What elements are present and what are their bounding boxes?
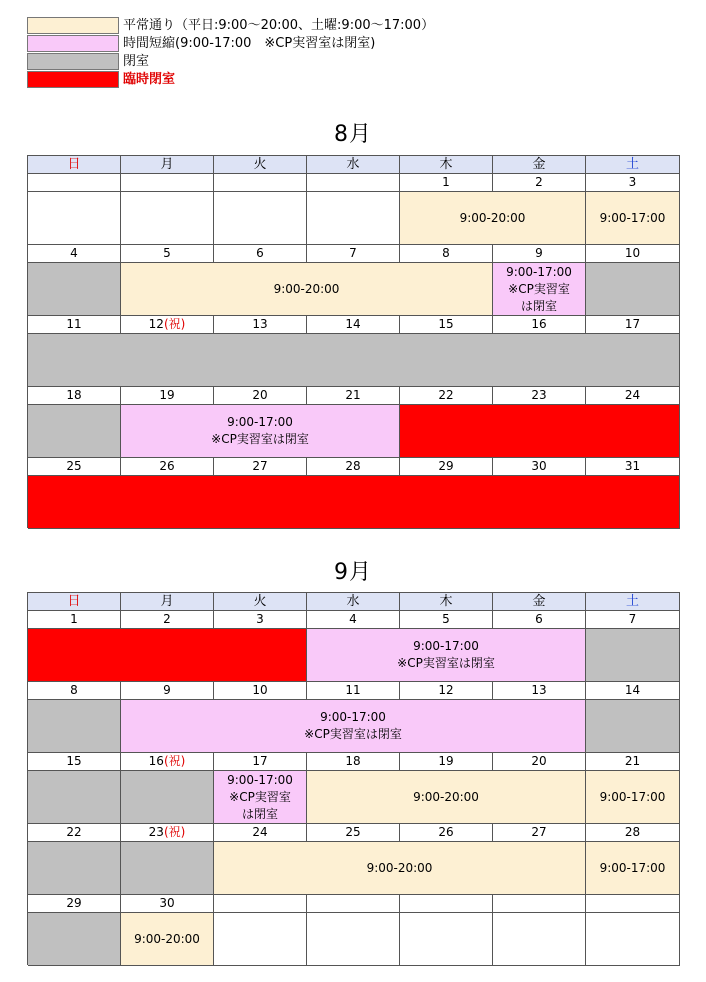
day-number-text: 28 xyxy=(345,459,361,473)
weekday-header: 日 xyxy=(28,156,121,174)
day-number-text: 15 xyxy=(66,754,82,768)
schedule-hours-text: 9:00-20:00 xyxy=(273,281,340,296)
legend-label-normal: 平常通り（平日:9:00～20:00、土曜:9:00～17:00） xyxy=(123,18,435,33)
day-number xyxy=(400,174,493,192)
schedule-block-normal xyxy=(586,842,680,895)
day-number xyxy=(586,174,680,192)
day-number xyxy=(307,316,400,334)
day-number-text: 7 xyxy=(628,612,637,626)
legend-swatch-temp-closed xyxy=(27,71,119,88)
day-number xyxy=(214,753,307,771)
weekday-header: 土 xyxy=(586,156,680,174)
day-number xyxy=(400,753,493,771)
schedule-block-closed xyxy=(586,700,680,753)
schedule-block-temp xyxy=(28,476,680,529)
weekday-header: 金 xyxy=(493,156,586,174)
day-number xyxy=(493,316,586,334)
schedule-block-closed xyxy=(28,263,121,316)
schedule-block-short xyxy=(121,700,586,753)
day-number xyxy=(214,895,307,913)
day-number xyxy=(493,611,586,629)
day-number xyxy=(307,611,400,629)
day-number xyxy=(28,316,121,334)
legend-swatch-closed xyxy=(27,53,119,70)
schedule-hours-text: 9:00-17:00 xyxy=(599,789,666,804)
day-number-text: 11 xyxy=(345,683,361,697)
weekday-header: 火 xyxy=(214,593,307,611)
schedule-hours-text: 9:00-20:00 xyxy=(413,789,479,804)
day-number-text: 14 xyxy=(345,317,361,331)
schedule-block-empty xyxy=(28,192,121,245)
day-number-text: 16 xyxy=(531,317,547,331)
day-number xyxy=(28,387,121,405)
holiday-mark: (祝) xyxy=(163,754,186,768)
day-number xyxy=(121,174,214,192)
schedule-block-empty xyxy=(214,192,307,245)
legend-label-closed: 閉室 xyxy=(123,54,150,69)
day-number xyxy=(121,682,214,700)
schedule-block-normal xyxy=(586,771,680,824)
day-number-text: 22 xyxy=(66,825,82,839)
calendar-august xyxy=(27,155,680,528)
day-number-text: 21 xyxy=(345,388,361,402)
schedule-block-temp xyxy=(400,405,680,458)
day-number xyxy=(307,824,400,842)
legend-label-temp-closed: 臨時閉室 xyxy=(123,72,176,87)
schedule-hours-text: 9:00-20:00 xyxy=(134,931,200,946)
day-number-text: 8 xyxy=(442,246,450,260)
day-number xyxy=(493,245,586,263)
schedule-hours-text: 9:00-17:00 ※CP実習室 は閉室 xyxy=(506,264,572,313)
day-number-text: 13 xyxy=(252,317,268,331)
day-number xyxy=(214,316,307,334)
schedule-block-normal xyxy=(121,263,493,316)
month-title-august: 8月 xyxy=(334,122,372,147)
day-number xyxy=(214,174,307,192)
day-number xyxy=(586,458,680,476)
schedule-block-closed xyxy=(586,629,680,682)
day-number xyxy=(121,316,214,334)
day-number xyxy=(400,458,493,476)
schedule-block-temp xyxy=(28,629,307,682)
day-number-text: 9 xyxy=(163,683,171,697)
day-number xyxy=(28,895,121,913)
schedule-hours-text: 9:00-20:00 xyxy=(366,860,433,875)
day-number-text: 6 xyxy=(535,612,543,626)
day-number xyxy=(28,753,121,771)
day-number xyxy=(586,824,680,842)
schedule-block-short xyxy=(493,263,586,316)
day-number-text: 3 xyxy=(256,612,264,626)
weekday-header: 月 xyxy=(121,156,214,174)
holiday-mark: (祝) xyxy=(163,825,186,839)
day-number-text: 2 xyxy=(535,175,543,189)
day-number xyxy=(307,895,400,913)
day-number-text: 10 xyxy=(252,683,268,697)
day-number-text: 9 xyxy=(535,246,543,260)
schedule-block-empty xyxy=(400,913,493,966)
schedule-block-closed xyxy=(586,263,680,316)
day-number-text: 14 xyxy=(624,683,641,697)
schedule-block-normal xyxy=(214,842,586,895)
day-number-text: 23 xyxy=(148,825,164,839)
day-number xyxy=(214,245,307,263)
schedule-block-empty xyxy=(307,192,400,245)
day-number xyxy=(121,753,214,771)
schedule-block-normal xyxy=(586,192,680,245)
schedule-block-normal xyxy=(307,771,586,824)
day-number-text: 29 xyxy=(66,896,82,910)
weekday-header: 火 xyxy=(214,156,307,174)
day-number-text: 25 xyxy=(345,825,361,839)
day-number xyxy=(400,682,493,700)
day-number-text: 3 xyxy=(628,175,637,189)
day-number xyxy=(586,316,680,334)
day-number-text: 10 xyxy=(624,246,641,260)
day-number-text: 19 xyxy=(159,388,175,402)
day-number-text: 1 xyxy=(70,612,78,626)
day-number xyxy=(493,895,586,913)
day-number-text: 27 xyxy=(531,825,547,839)
day-number-text: 12 xyxy=(438,683,454,697)
day-number xyxy=(121,895,214,913)
day-number xyxy=(586,753,680,771)
weekday-header: 金 xyxy=(493,593,586,611)
day-number xyxy=(214,387,307,405)
day-number xyxy=(28,824,121,842)
schedule-block-short xyxy=(214,771,307,824)
schedule-hours-text: 9:00-17:00 ※CP実習室は閉室 xyxy=(397,639,495,670)
day-number xyxy=(28,458,121,476)
day-number xyxy=(28,611,121,629)
schedule-block-empty xyxy=(121,192,214,245)
day-number xyxy=(121,824,214,842)
day-number xyxy=(121,611,214,629)
day-number-text: 26 xyxy=(438,825,454,839)
day-number xyxy=(400,387,493,405)
day-number xyxy=(493,682,586,700)
day-number-text: 30 xyxy=(159,896,175,910)
day-number xyxy=(586,682,680,700)
day-number-text: 20 xyxy=(531,754,547,768)
day-number-text: 5 xyxy=(442,612,450,626)
schedule-hours-text: 9:00-17:00 ※CP実習室 は閉室 xyxy=(227,772,293,821)
schedule-block-empty xyxy=(214,913,307,966)
day-number-text: 24 xyxy=(624,388,641,402)
day-number xyxy=(586,895,680,913)
day-number xyxy=(400,316,493,334)
day-number-text: 12 xyxy=(148,317,164,331)
day-number-text: 28 xyxy=(624,825,641,839)
day-number-text: 23 xyxy=(531,388,547,402)
day-number xyxy=(121,245,214,263)
day-number-text: 20 xyxy=(252,388,268,402)
schedule-hours-text: 9:00-17:00 ※CP実習室は閉室 xyxy=(304,710,402,741)
schedule-block-closed xyxy=(28,405,121,458)
day-number xyxy=(400,245,493,263)
day-number xyxy=(400,611,493,629)
day-number-text: 27 xyxy=(252,459,268,473)
holiday-mark: (祝) xyxy=(163,317,186,331)
day-number xyxy=(493,824,586,842)
legend-label-short: 時間短縮(9:00-17:00 ※CP実習室は閉室) xyxy=(123,36,376,51)
day-number xyxy=(307,387,400,405)
schedule-block-short xyxy=(121,405,400,458)
day-number xyxy=(121,458,214,476)
day-number xyxy=(307,245,400,263)
schedule-block-closed xyxy=(28,771,121,824)
day-number xyxy=(400,895,493,913)
day-number-text: 24 xyxy=(252,825,268,839)
schedule-hours-text: 9:00-17:00 xyxy=(599,210,666,225)
day-number-text: 19 xyxy=(438,754,454,768)
schedule-block-closed xyxy=(121,842,214,895)
day-number-text: 18 xyxy=(66,388,82,402)
schedule-block-closed xyxy=(28,842,121,895)
weekday-header: 水 xyxy=(307,593,400,611)
day-number-text: 25 xyxy=(66,459,82,473)
schedule-block-normal xyxy=(121,913,214,966)
day-number-text: 17 xyxy=(624,317,641,331)
schedule-block-empty xyxy=(493,913,586,966)
day-number-text: 4 xyxy=(349,612,357,626)
day-number-text: 8 xyxy=(70,683,78,697)
weekday-header: 月 xyxy=(121,593,214,611)
day-number-text: 1 xyxy=(442,175,450,189)
schedule-hours-text: 9:00-20:00 xyxy=(459,210,526,225)
day-number-text: 26 xyxy=(159,459,175,473)
schedule-block-closed xyxy=(121,771,214,824)
weekday-header: 水 xyxy=(307,156,400,174)
day-number-text: 5 xyxy=(163,246,171,260)
weekday-header: 木 xyxy=(400,593,493,611)
day-number-text: 15 xyxy=(438,317,454,331)
day-number xyxy=(121,387,214,405)
day-number xyxy=(307,753,400,771)
schedule-hours-text: 9:00-17:00 xyxy=(599,860,666,875)
day-number-text: 11 xyxy=(66,317,82,331)
day-number-text: 7 xyxy=(349,246,357,260)
day-number-text: 13 xyxy=(531,683,547,697)
day-number xyxy=(307,174,400,192)
weekday-header: 木 xyxy=(400,156,493,174)
day-number-text: 17 xyxy=(252,754,268,768)
day-number-text: 30 xyxy=(531,459,547,473)
weekday-header: 日 xyxy=(28,593,121,611)
weekday-header: 土 xyxy=(586,593,680,611)
day-number-text: 22 xyxy=(438,388,454,402)
day-number xyxy=(586,245,680,263)
day-number-text: 21 xyxy=(624,754,641,768)
day-number-text: 18 xyxy=(345,754,361,768)
day-number xyxy=(586,387,680,405)
day-number xyxy=(214,682,307,700)
calendar-september xyxy=(27,592,680,965)
legend-swatch-short xyxy=(27,35,119,52)
schedule-hours-text: 9:00-17:00 ※CP実習室は閉室 xyxy=(211,415,309,446)
legend-swatch-normal xyxy=(27,17,119,34)
day-number-text: 29 xyxy=(438,459,454,473)
day-number xyxy=(493,753,586,771)
schedule-block-closed xyxy=(28,700,121,753)
schedule-block-closed xyxy=(28,913,121,966)
day-number xyxy=(400,824,493,842)
day-number xyxy=(28,245,121,263)
day-number xyxy=(214,458,307,476)
month-title-september: 9月 xyxy=(334,560,372,585)
day-number-text: 31 xyxy=(624,459,641,473)
schedule-block-closed xyxy=(28,334,680,387)
day-number xyxy=(28,174,121,192)
day-number-text: 16 xyxy=(148,754,164,768)
day-number xyxy=(307,458,400,476)
day-number xyxy=(214,611,307,629)
day-number xyxy=(586,611,680,629)
schedule-block-normal xyxy=(400,192,586,245)
day-number-text: 2 xyxy=(163,612,171,626)
schedule-block-empty xyxy=(307,913,400,966)
day-number xyxy=(307,682,400,700)
day-number xyxy=(28,682,121,700)
day-number xyxy=(493,387,586,405)
schedule-block-empty xyxy=(586,913,680,966)
day-number xyxy=(493,458,586,476)
schedule-block-short xyxy=(307,629,586,682)
day-number xyxy=(493,174,586,192)
day-number-text: 4 xyxy=(70,246,78,260)
day-number-text: 6 xyxy=(256,246,264,260)
day-number xyxy=(214,824,307,842)
